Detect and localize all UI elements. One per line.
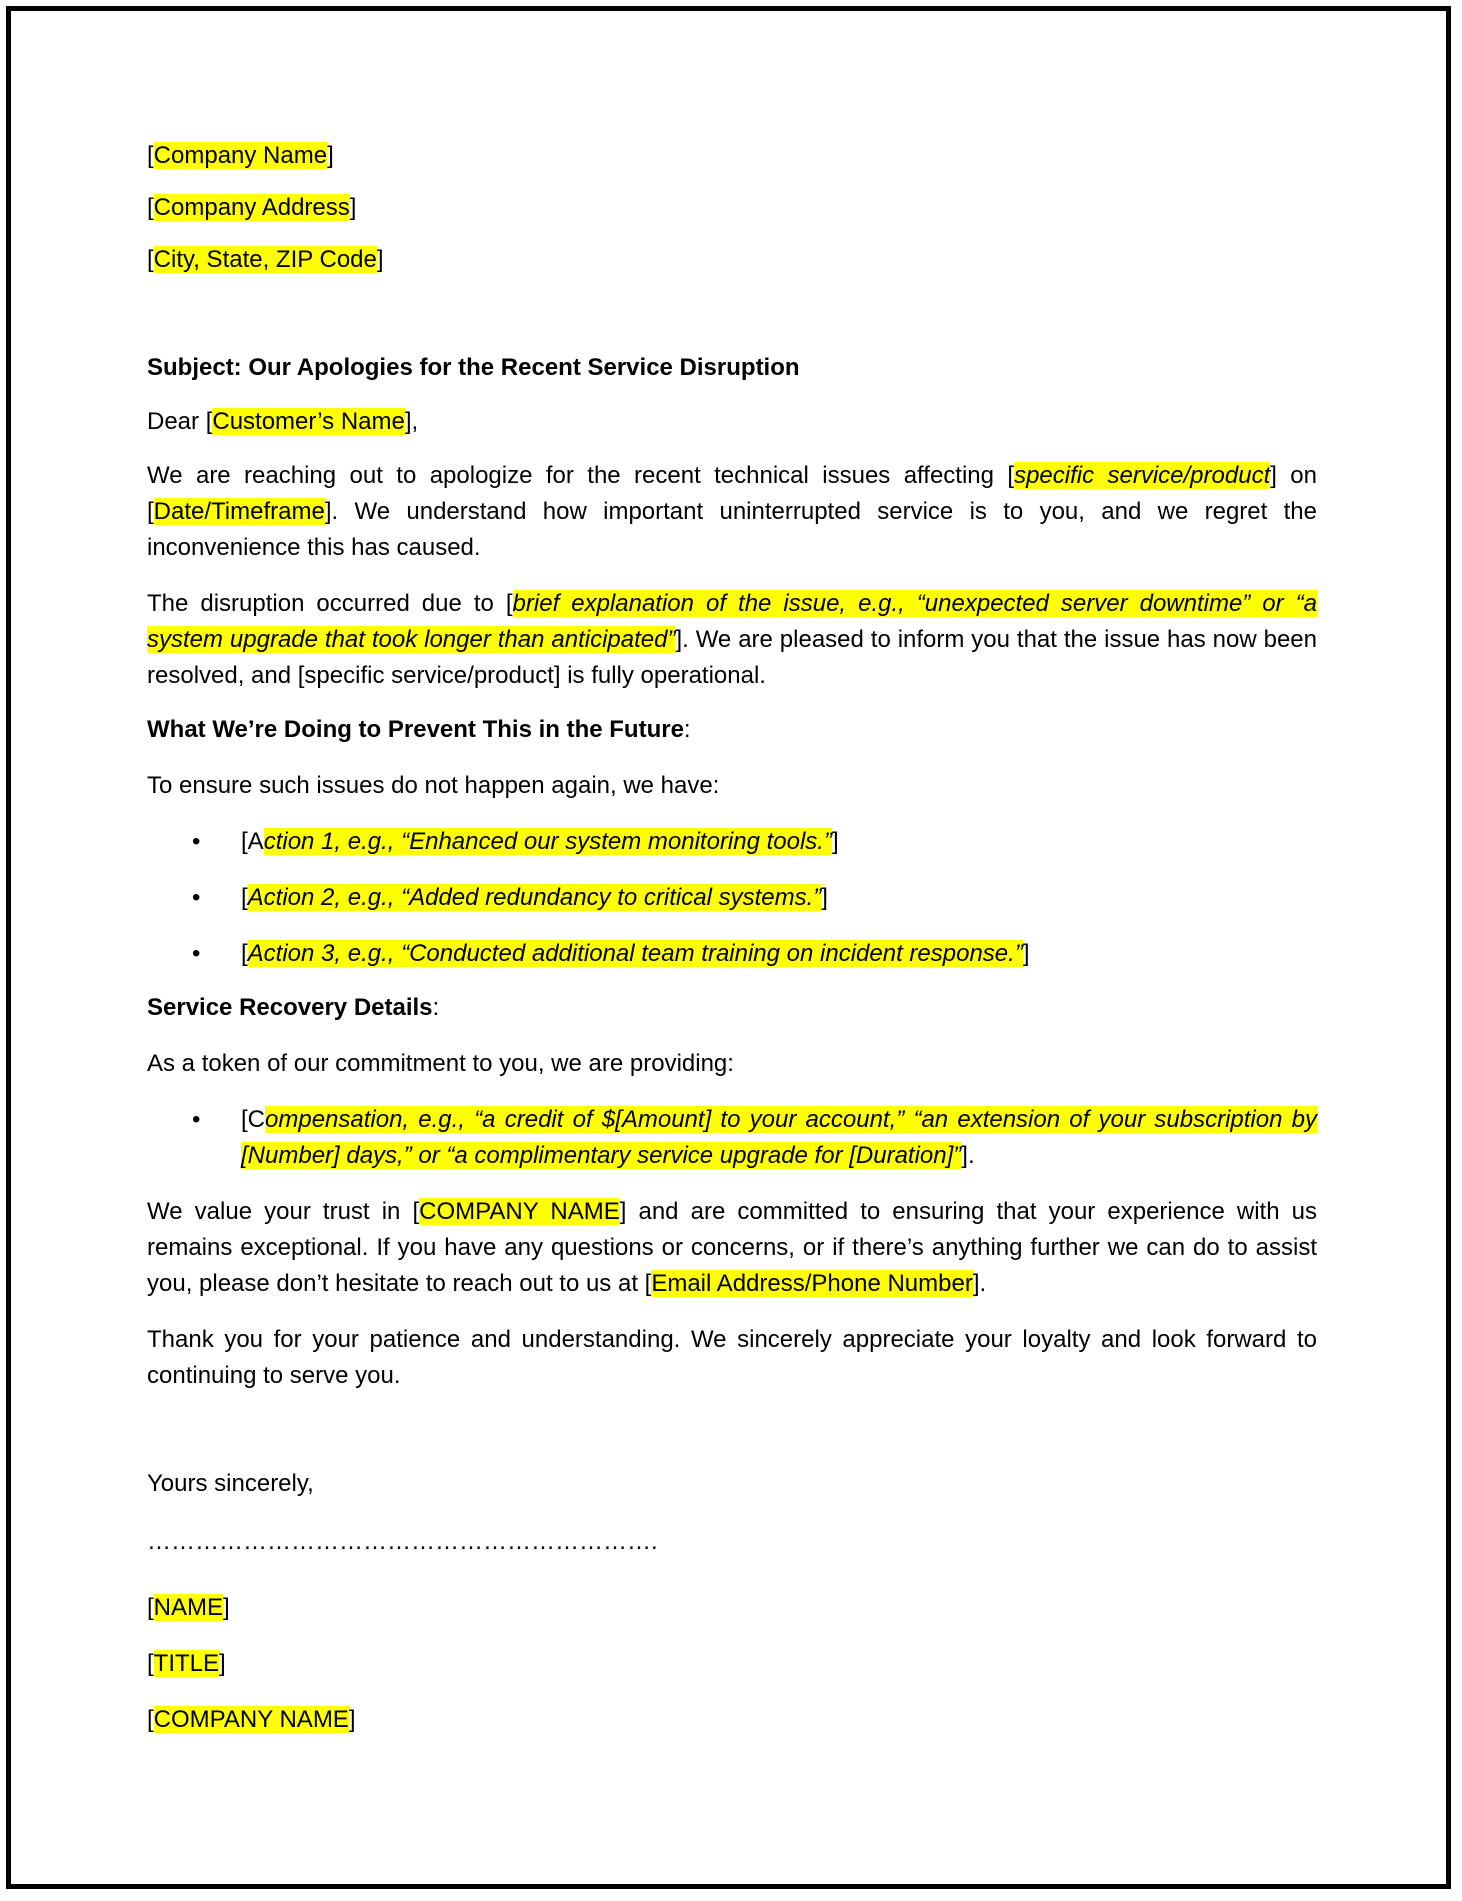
paragraph-disruption-text-a: The disruption occurred due to [	[147, 590, 513, 617]
recovery-heading-text: Service Recovery Details	[147, 994, 433, 1021]
paragraph-trust-text-a: We value your trust in [	[147, 1198, 420, 1225]
city-state-zip-line: [City, State, ZIP Code]	[147, 246, 384, 273]
recovery-intro: As a token of our commitment to you, we are providing:	[147, 1050, 734, 1077]
bullet-icon: •	[192, 1106, 201, 1133]
paragraph-apology-text-b: ] on [	[147, 462, 1317, 525]
compensation-suffix: ].	[961, 1142, 975, 1169]
company-name-line: [Company Name]	[147, 142, 334, 169]
action-placeholder: Action 3, e.g., “Conducted additional team training on incident response.”	[247, 940, 1023, 967]
recovery-heading	[147, 990, 1317, 1026]
paragraph-apology-text-a: We are reaching out to apologize for the recent technical issues affecting [	[147, 462, 1015, 489]
list-item	[147, 1102, 1317, 1174]
action-suffix: ]	[831, 828, 839, 855]
action-placeholder: Action 2, e.g., “Added redundancy to critical systems.”	[247, 884, 822, 911]
compensation-prefix: [C	[241, 1106, 265, 1133]
greeting-prefix: Dear [	[147, 408, 213, 435]
list-item	[147, 824, 1317, 860]
signer-company-placeholder: COMPANY NAME	[153, 1706, 349, 1733]
prevention-heading-text: What We’re Doing to Prevent This in the Future	[147, 716, 684, 743]
signer-title: [TITLE]	[147, 1650, 226, 1677]
action-prefix: [	[241, 940, 248, 967]
signature-line: ……………………………………………………….	[147, 1528, 658, 1555]
company-name-placeholder: COMPANY NAME	[419, 1198, 620, 1225]
paragraph-disruption	[147, 586, 1317, 694]
prevention-actions-list	[147, 824, 1317, 972]
signer-name: [NAME]	[147, 1594, 230, 1621]
paragraph-trust-text-c: ].	[972, 1270, 987, 1297]
recovery-heading-colon: :	[432, 994, 440, 1021]
city-state-zip-placeholder: City, State, ZIP Code	[153, 246, 377, 273]
action-prefix: [A	[241, 828, 264, 855]
company-address-line: [Company Address]	[147, 194, 357, 221]
paragraph-thanks: Thank you for your patience and understanding. We sincerely appreciate your loyalty and look forward to continuing to serve you.	[147, 1326, 1317, 1389]
closing: Yours sincerely,	[147, 1470, 314, 1497]
greeting-suffix: ],	[404, 408, 419, 435]
paragraph-trust	[147, 1194, 1317, 1302]
bullet-icon: •	[192, 940, 201, 967]
action-prefix: [	[241, 884, 248, 911]
date-timeframe-placeholder: Date/Timeframe	[153, 498, 325, 525]
contact-placeholder: Email Address/Phone Number	[651, 1270, 973, 1297]
paragraph-trust-text-b: ] and are committed to ensuring that your experience with us remains exceptional. If you have any questions or concerns, or if there’s anything further we can do to assist you, please don’t hesitate to reach out to us at [	[147, 1198, 1318, 1297]
customer-name-placeholder: Customer’s Name	[212, 408, 405, 435]
company-name-placeholder: Company Name	[153, 142, 328, 169]
letter-body	[147, 138, 1317, 1738]
company-address-block	[147, 138, 1317, 278]
recovery-list	[147, 1102, 1317, 1174]
signer-name-placeholder: NAME	[153, 1594, 224, 1621]
prevention-heading-colon: :	[683, 716, 691, 743]
greeting	[147, 404, 1317, 440]
subject-line: Subject: Our Apologies for the Recent Service Disruption	[147, 354, 800, 381]
service-product-placeholder: specific service/product	[1014, 462, 1271, 489]
list-item	[147, 880, 1317, 916]
signer-title-placeholder: TITLE	[153, 1650, 220, 1677]
compensation-placeholder: ompensation, e.g., “a credit of $[Amount] to your account,” “an extension of your subscription by [Number] days,” or “a complimentary service upgrade for [Duration]”	[241, 1106, 1317, 1169]
bullet-icon: •	[192, 828, 201, 855]
bullet-icon: •	[192, 884, 201, 911]
paragraph-apology	[147, 458, 1317, 566]
paragraph-disruption-text-b: ]. We are pleased to inform you that the issue has now been resolved, and [specific service/product] is fully operational.	[147, 626, 1317, 689]
paragraph-apology-text-c: ]. We understand how important uninterrupted service is to you, and we regret the inconvenience this has caused.	[147, 498, 1317, 561]
action-placeholder: ction 1, e.g., “Enhanced our system monitoring tools.”	[263, 828, 832, 855]
list-item	[147, 936, 1317, 972]
prevention-intro: To ensure such issues do not happen again, we have:	[147, 772, 720, 799]
signer-company: [COMPANY NAME]	[147, 1706, 356, 1733]
prevention-heading	[147, 712, 1317, 748]
company-address-placeholder: Company Address	[153, 194, 350, 221]
action-suffix: ]	[1022, 940, 1030, 967]
action-suffix: ]	[821, 884, 828, 911]
issue-explanation-placeholder: brief explanation of the issue, e.g., “unexpected server downtime” or “a system upgrade that took longer than anticipated”	[147, 590, 1317, 653]
